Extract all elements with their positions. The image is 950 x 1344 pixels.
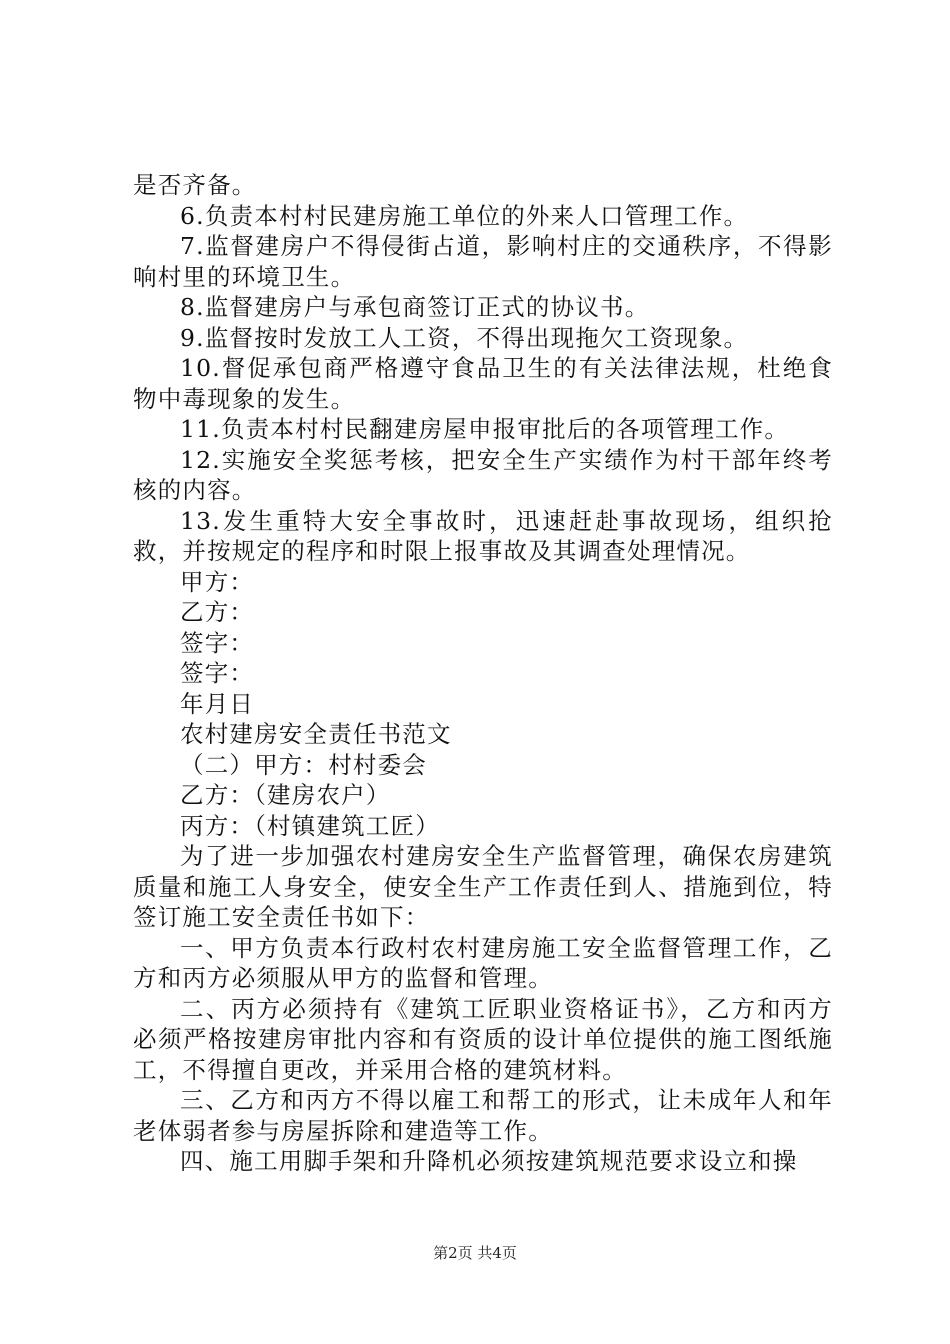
paragraph: 丙方：（村镇建筑工匠） — [180, 811, 440, 840]
paragraph: 一、甲方负责本行政村农村建房施工安全监督管理工作，乙方和丙方必须服从甲方的监督和管理。 — [133, 933, 833, 992]
paragraph: 10.督促承包商严格遵守食品卫生的有关法律法规，杜绝食物中毒现象的发生。 — [133, 354, 833, 413]
document-body — [133, 170, 833, 1177]
paragraph: 农村建房安全责任书范文 — [180, 720, 452, 748]
paragraph: 7.监督建房户不得侵街占道，影响村庄的交通秩序，不得影响村里的环境卫生。 — [133, 232, 833, 291]
page-footer: 第2页 共4页 — [433, 1244, 517, 1262]
paragraph: （二）甲方：村村委会 — [180, 750, 427, 779]
paragraph: 是否齐备。 — [133, 171, 257, 199]
paragraph: 9.监督按时发放工人工资，不得出现拖欠工资现象。 — [180, 323, 749, 352]
paragraph: 8.监督建房户与承包商签订正式的协议书。 — [180, 293, 650, 321]
paragraph: 三、乙方和丙方不得以雇工和帮工的形式，让未成年人和年老体弱者参与房屋拆除和建造等工作。 — [133, 1086, 833, 1145]
paragraph: 甲方： — [180, 567, 255, 596]
paragraph: 签字： — [180, 659, 255, 687]
paragraph: 年月日 — [180, 689, 255, 718]
paragraph: 四、施工用脚手架和升降机必须按建筑规范要求设立和操 — [180, 1147, 798, 1175]
paragraph: 6.负责本村村民建房施工单位的外来人口管理工作。 — [180, 201, 749, 230]
paragraph: 13.发生重特大安全事故时，迅速赶赴事故现场，组织抢救，并按规定的程序和时限上报事故及其调查处理情况。 — [133, 506, 833, 565]
paragraph: 乙方： — [180, 598, 255, 626]
paragraph: 为了进一步加强农村建房安全生产监督管理，确保农房建筑质量和施工人身安全，使安全生产工作责任到人、措施到位，特签订施工安全责任书如下： — [133, 842, 833, 931]
paragraph: 二、丙方必须持有《建筑工匠职业资格证书》，乙方和丙方必须严格按建房审批内容和有资质的设计单位提供的施工图纸施工，不得擅自更改，并采用合格的建筑材料。 — [133, 994, 833, 1084]
paragraph: 乙方：（建房农户） — [180, 781, 391, 809]
paragraph: 12.实施安全奖惩考核，把安全生产实绩作为村干部年终考核的内容。 — [133, 445, 833, 504]
paragraph: 11.负责本村村民翻建房屋申报审批后的各项管理工作。 — [180, 415, 790, 443]
paragraph: 签字： — [180, 628, 255, 657]
